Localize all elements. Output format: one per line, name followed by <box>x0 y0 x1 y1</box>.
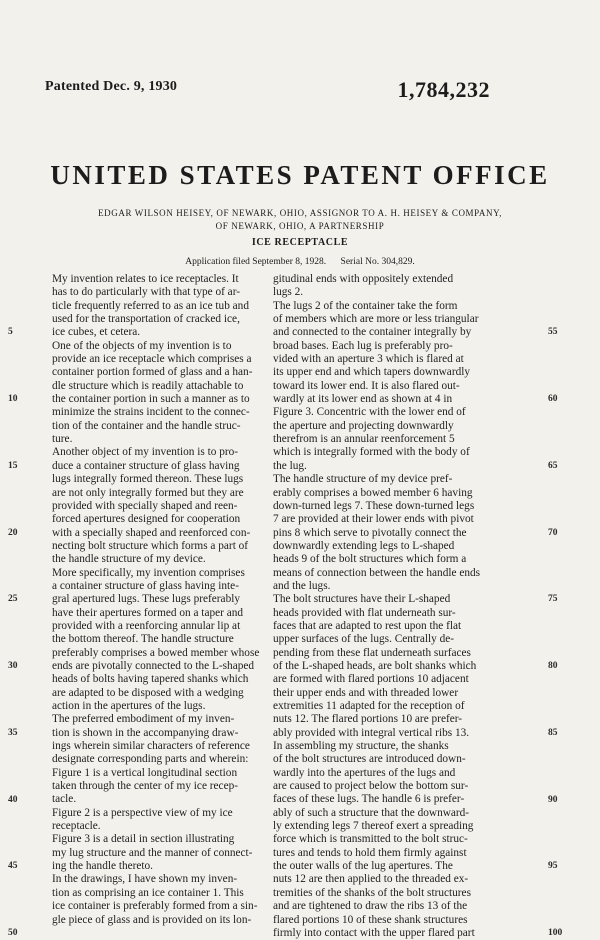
text-line: faces of these lugs. The handle 6 is prefer- <box>273 793 465 806</box>
patented-date: Patented Dec. 9, 1930 <box>45 79 178 94</box>
text-line: ture. <box>52 433 73 446</box>
text-line: designate corresponding parts and wherein: <box>52 753 249 766</box>
text-line: ing the handle thereto. <box>52 860 154 873</box>
inventor-line: OF NEWARK, OHIO, A PARTNERSHIP <box>215 221 385 231</box>
patent-number: 1,784,232 <box>397 77 490 102</box>
line-number: 15 <box>8 460 18 471</box>
text-line: Another object of my invention is to pro- <box>52 446 239 459</box>
text-line: taken through the center of my ice recep- <box>52 780 238 793</box>
line-number: 10 <box>8 394 18 405</box>
text-line: the container portion in such a manner as to <box>52 393 250 406</box>
text-line: tures and tends to hold them firmly against <box>273 846 467 859</box>
text-line: Figure 3 is a detail in section illustrating <box>52 833 235 846</box>
inventor-line: EDGAR WILSON HEISEY, OF NEWARK, OHIO, ASSIGNOR TO A. H. HEISEY & COMPANY, <box>98 208 502 218</box>
text-line: necting bolt structure which forms a part of <box>52 539 249 552</box>
right-column <box>273 273 505 940</box>
text-line: extremities 11 adapted for the reception of <box>273 700 465 712</box>
text-line: firmly into contact with the upper flared part <box>273 926 475 939</box>
text-line: tremities of the shanks of the bolt structures <box>273 886 471 899</box>
text-line: a container structure of glass having inte- <box>52 579 239 592</box>
office-heading: UNITED STATES PATENT OFFICE <box>50 160 550 190</box>
text-line: the lug. <box>273 459 307 472</box>
line-number: 25 <box>8 594 18 605</box>
text-line: provided with a reenforcing annular lip at <box>52 619 241 632</box>
text-line: and are tightened to draw the ribs 13 of the <box>273 900 468 913</box>
line-number: 30 <box>8 661 18 672</box>
text-line: The lugs 2 of the container take the form <box>273 299 458 312</box>
line-number: 85 <box>548 727 558 738</box>
text-line: dle structure which is readily attachable to <box>52 379 244 392</box>
text-line: flared portions 10 of these shank structures <box>273 913 468 926</box>
text-line: their upper ends and with threaded lower <box>273 686 459 699</box>
text-line: The handle structure of my device pref- <box>273 473 453 486</box>
text-line: 7 are provided at their lower ends with pivot <box>273 513 474 526</box>
application-serial: Serial No. 304,829. <box>340 257 415 267</box>
text-line: Figure 2 is a perspective view of my ice <box>52 806 233 819</box>
text-line: has to do particularly with that type of ar- <box>52 286 240 299</box>
text-line: tion is shown in the accompanying draw- <box>52 726 239 739</box>
line-number: 45 <box>8 861 18 872</box>
text-line: tion as comprising an ice container 1. This <box>52 886 244 899</box>
text-line: of the L-shaped heads, are bolt shanks which <box>273 659 477 672</box>
text-line: the bottom thereof. The handle structure <box>52 633 234 646</box>
text-line: nuts 12 are then applied to the threaded ex- <box>273 873 469 886</box>
text-line: gral apertured lugs. These lugs preferably <box>52 593 241 606</box>
text-line: ings wherein similar characters of reference <box>52 740 250 753</box>
text-line: and the lugs. <box>273 579 331 592</box>
text-line: More specifically, my invention comprises <box>52 566 245 579</box>
text-line: broad bases. Each lug is preferably pro- <box>273 339 453 352</box>
line-number: 50 <box>8 928 18 939</box>
text-line: heads provided with flat underneath sur- <box>273 606 456 619</box>
line-number: 40 <box>8 794 18 805</box>
text-line: and connected to the container integrally by <box>273 326 472 339</box>
text-line: duce a container structure of glass having <box>52 459 240 472</box>
text-line: One of the objects of my invention is to <box>52 339 232 352</box>
text-line: the handle structure of my device. <box>52 553 206 566</box>
line-number: 55 <box>548 327 558 338</box>
text-line: the aperture and projecting downwardly <box>273 419 454 432</box>
text-line: ably of such a structure that the downward- <box>273 806 470 819</box>
text-line: receptacle. <box>52 820 101 833</box>
line-number: 5 <box>8 327 13 338</box>
text-line: ice container is preferably formed from a sin- <box>52 900 258 913</box>
text-line: faces that are adapted to rest upon the flat <box>273 619 462 632</box>
inventor-block <box>40 207 560 233</box>
text-line: minimize the strains incident to the connec- <box>52 406 250 419</box>
text-line: its upper end and which tapers downwardly <box>273 366 471 379</box>
text-line: provided with specially shaped and reen- <box>52 499 238 512</box>
text-line: the outer walls of the lug apertures. The <box>273 860 453 873</box>
text-line: are not only integrally formed but they are <box>52 486 244 499</box>
text-line: are caused to project below the bottom sur- <box>273 780 469 793</box>
text-line: action in the apertures of the lugs. <box>52 700 206 712</box>
text-line: gitudinal ends with oppositely extended <box>273 273 454 285</box>
line-number: 90 <box>548 794 558 805</box>
text-line: wardly at its lower end as shown at 4 in <box>273 393 453 406</box>
text-line: pending from these flat underneath surfaces <box>273 646 471 659</box>
text-line: which is integrally formed with the body of <box>273 446 470 459</box>
line-number: 95 <box>548 861 558 872</box>
line-number: 75 <box>548 594 558 605</box>
line-number: 100 <box>548 928 563 939</box>
text-line: preferably comprises a bowed member whose <box>52 646 260 659</box>
text-line: erably comprises a bowed member 6 having <box>273 486 473 499</box>
text-line: provide an ice receptacle which comprises a <box>52 353 252 366</box>
line-number: 65 <box>548 460 558 471</box>
left-column <box>52 273 284 927</box>
text-line: The bolt structures have their L-shaped <box>273 593 451 606</box>
text-line: downwardly extending legs to L-shaped <box>273 539 455 552</box>
text-line: force which is transmitted to the bolt struc- <box>273 833 468 846</box>
line-number: 60 <box>548 394 558 405</box>
text-line: therefrom is an annular reenforcement 5 <box>273 433 455 446</box>
text-line: my lug structure and the manner of connect- <box>52 846 253 859</box>
application-filed: Application filed September 8, 1928. <box>185 257 327 267</box>
line-number: 70 <box>548 527 558 538</box>
text-line: means of connection between the handle ends <box>273 566 481 579</box>
text-line: tion of the container and the handle struc- <box>52 419 241 432</box>
text-line: nuts 12. The flared portions 10 are prefer- <box>273 713 463 726</box>
text-line: of the bolt structures are introduced down- <box>273 753 466 766</box>
text-line: used for the transportation of cracked ice, <box>52 313 240 326</box>
text-line: are adapted to be disposed with a wedging <box>52 686 244 699</box>
text-line: heads of bolts having tapered shanks which <box>52 673 249 686</box>
text-line: container portion formed of glass and a han- <box>52 366 253 379</box>
text-line: ly extending legs 7 thereof exert a spreading <box>273 820 474 833</box>
line-number: 35 <box>8 727 18 738</box>
text-line: ends are pivotally connected to the L-shaped <box>52 659 255 672</box>
text-line: lugs 2. <box>273 286 304 299</box>
text-line: upper surfaces of the lugs. Centrally de- <box>273 633 455 646</box>
text-line: ice cubes, et cetera. <box>52 326 141 339</box>
text-line: of members which are more or less triangular <box>273 313 479 326</box>
text-line: Figure 3. Concentric with the lower end of <box>273 406 466 419</box>
text-line: vided with an aperture 3 which is flared at <box>273 353 464 366</box>
text-line: pins 8 which serve to pivotally connect the <box>273 526 467 539</box>
text-line: wardly into the apertures of the lugs and <box>273 766 456 779</box>
text-line: In assembling my structure, the shanks <box>273 740 449 753</box>
text-line: The preferred embodiment of my inven- <box>52 713 235 726</box>
text-line: heads 9 of the bolt structures which form a <box>273 553 467 566</box>
line-number: 80 <box>548 661 558 672</box>
text-line: My invention relates to ice receptacles. It <box>52 273 239 285</box>
line-number: 20 <box>8 527 18 538</box>
text-line: with a specially shaped and reenforced con- <box>52 526 251 539</box>
text-line: toward its lower end. It is also flared out- <box>273 379 460 392</box>
text-line: have their apertures formed on a taper and <box>52 606 244 619</box>
text-line: ticle frequently referred to as an ice tub and <box>52 299 249 312</box>
invention-title: ICE RECEPTACLE <box>251 237 349 248</box>
text-line: In the drawings, I have shown my inven- <box>52 873 238 886</box>
text-line: tacle. <box>52 793 77 806</box>
text-line: gle piece of glass and is provided on its lon- <box>52 913 252 926</box>
text-line: forced apertures designed for cooperation <box>52 513 241 526</box>
text-line: are formed with flared portions 10 adjacent <box>273 673 469 686</box>
text-line: ably provided with integral vertical ribs 13. <box>273 726 470 739</box>
application-info <box>0 257 600 267</box>
text-line: down-turned legs 7. These down-turned legs <box>273 499 475 512</box>
text-line: Figure 1 is a vertical longitudinal section <box>52 766 238 779</box>
text-line: lugs integrally formed thereon. These lugs <box>52 473 244 486</box>
